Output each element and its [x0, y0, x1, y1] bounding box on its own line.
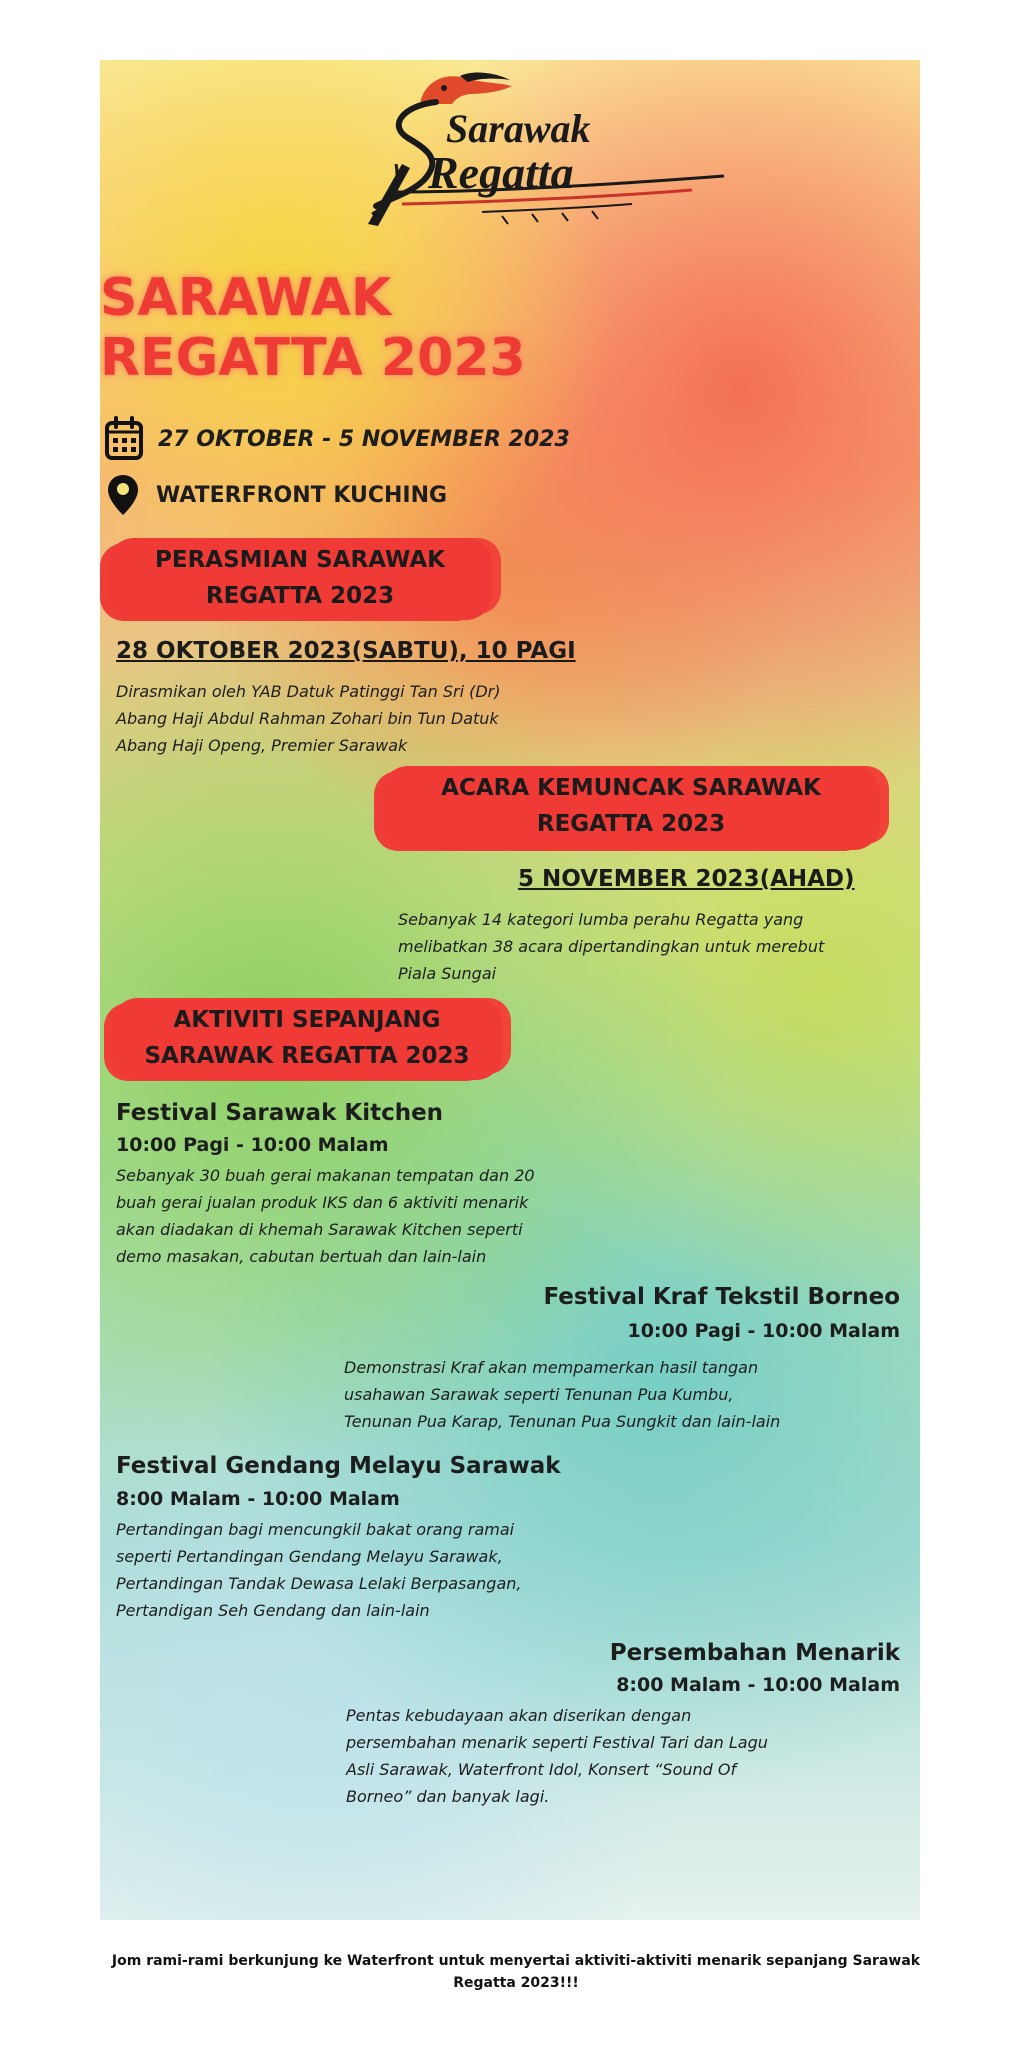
activity-desc-line: buah gerai jualan produk IKS dan 6 aktiviti menarik: [116, 1193, 529, 1212]
event-location-row: [106, 473, 447, 517]
activity-desc-line: Tenunan Pua Karap, Tenunan Pua Sungkit dan lain-lain: [344, 1412, 781, 1431]
kemuncak-description: [398, 906, 878, 987]
activity-description: [344, 1354, 896, 1435]
activity-desc-line: akan diadakan di khemah Sarawak Kitchen seperti: [116, 1220, 523, 1239]
logo-text-sarawak: Sarawak: [446, 106, 591, 151]
aktiviti-title-line1: AKTIVITI SEPANJANG: [173, 1007, 441, 1033]
kemuncak-title-line2: REGATTA 2023: [536, 811, 726, 837]
kemuncak-desc-line: Sebanyak 14 kategori lumba perahu Regatta yang: [398, 910, 804, 929]
activity-time: 8:00 Malam - 10:00 Malam: [116, 1488, 400, 1510]
activity-time: 8:00 Malam - 10:00 Malam: [616, 1674, 900, 1696]
sarawak-regatta-logo: [332, 64, 732, 234]
activity-desc-line: Borneo” dan banyak lagi.: [346, 1787, 550, 1806]
kemuncak-desc-line: Piala Sungai: [398, 964, 497, 983]
activity-description: [116, 1516, 664, 1624]
main-title: [100, 268, 700, 388]
activity-time: 10:00 Pagi - 10:00 Malam: [627, 1320, 900, 1342]
activity-desc-line: demo masakan, cabutan bertuah dan lain-lain: [116, 1247, 487, 1266]
main-title-line1: SARAWAK: [100, 268, 392, 328]
main-title-line2: REGATTA 2023: [100, 328, 526, 388]
activity-desc-line: seperti Pertandingan Gendang Melayu Sarawak,: [116, 1547, 503, 1566]
perasmian-desc-line: Abang Haji Abdul Rahman Zohari bin Tun Datuk: [116, 709, 499, 728]
activity-time: 10:00 Pagi - 10:00 Malam: [116, 1134, 389, 1156]
perasmian-desc-line: Dirasmikan oleh YAB Datuk Patinggi Tan Sri (Dr): [116, 682, 501, 701]
perasmian-title-line2: REGATTA 2023: [205, 583, 395, 609]
kemuncak-date: 5 NOVEMBER 2023(AHAD): [518, 866, 855, 892]
activity-desc-line: Pertandingan bagi mencungkil bakat orang ramai: [116, 1520, 515, 1539]
activity-desc-line: Pertandingan Tandak Dewasa Lelaki Berpasangan,: [116, 1574, 522, 1593]
aktiviti-title-line2: SARAWAK REGATTA 2023: [144, 1043, 470, 1069]
perasmian-date: 28 OKTOBER 2023(SABTU), 10 PAGI: [116, 638, 576, 664]
event-poster: [100, 60, 920, 1920]
activity-title: Festival Sarawak Kitchen: [116, 1100, 444, 1126]
event-date-row: [104, 416, 570, 462]
perasmian-desc-line: Abang Haji Openg, Premier Sarawak: [116, 736, 408, 755]
kemuncak-desc-line: melibatkan 38 acara dipertandingkan untuk merebut: [398, 937, 825, 956]
event-date: 27 OKTOBER - 5 NOVEMBER 2023: [158, 426, 570, 452]
aktiviti-title: [112, 1002, 502, 1074]
kemuncak-title: [382, 770, 880, 842]
event-location: WATERFRONT KUCHING: [156, 482, 448, 508]
perasmian-description: [116, 678, 636, 759]
kemuncak-title-line1: ACARA KEMUNCAK SARAWAK: [441, 775, 821, 801]
activity-desc-line: Pentas kebudayaan akan diserikan dengan: [346, 1706, 692, 1725]
activity-description: [346, 1702, 894, 1810]
perasmian-title: [108, 542, 492, 614]
footer-line1: Jom rami-rami berkunjung ke Waterfront untuk menyertai aktiviti-aktiviti menarik sepanjang Sarawak: [111, 1953, 921, 1969]
activity-title: Festival Gendang Melayu Sarawak: [116, 1453, 561, 1479]
activity-desc-line: usahawan Sarawak seperti Tenunan Pua Kumbu,: [344, 1385, 734, 1404]
activity-title: Festival Kraf Tekstil Borneo: [543, 1284, 900, 1310]
footer-line2: Regatta 2023!!!: [453, 1975, 579, 1991]
calendar-icon: [104, 416, 144, 462]
activity-desc-line: Asli Sarawak, Waterfront Idol, Konsert “Sound Of: [346, 1760, 737, 1779]
footer-note: [0, 1950, 1032, 1994]
activity-desc-line: Sebanyak 30 buah gerai makanan tempatan dan 20: [116, 1166, 535, 1185]
location-pin-icon: [106, 473, 140, 517]
logo-text-regatta: Regatta: [428, 147, 574, 198]
activity-title: Persembahan Menarik: [609, 1640, 900, 1666]
perasmian-title-line1: PERASMIAN SARAWAK: [155, 547, 445, 573]
activity-desc-line: Demonstrasi Kraf akan mempamerkan hasil tangan: [344, 1358, 759, 1377]
activity-desc-line: Pertandigan Seh Gendang dan lain-lain: [116, 1601, 430, 1620]
activity-description: [116, 1162, 650, 1270]
activity-desc-line: persembahan menarik seperti Festival Tari dan Lagu: [346, 1733, 768, 1752]
